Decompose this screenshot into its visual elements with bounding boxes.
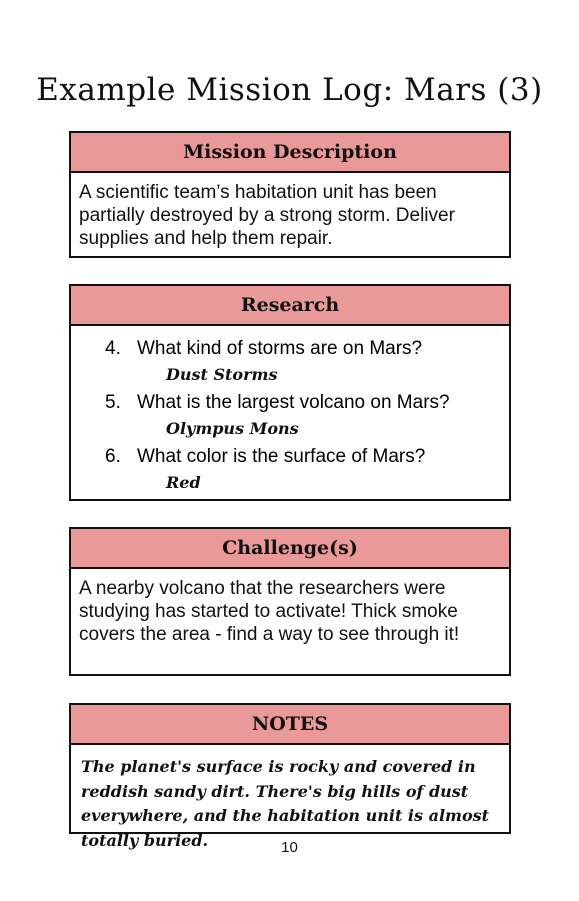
notes-text: The planet's surface is rocky and covered in reddish sandy dirt. There's big hills of dust everywhere, and the habitation unit is almost totally buried. xyxy=(81,757,490,850)
notes-header: NOTES xyxy=(71,705,509,745)
research-question-list xyxy=(71,326,509,496)
answer-text: Dust Storms xyxy=(166,365,278,384)
question-number: 5. xyxy=(105,392,121,413)
research-item xyxy=(105,336,509,388)
question-text: What color is the surface of Mars? xyxy=(137,446,426,467)
challenges-box xyxy=(69,527,511,676)
question-number: 4. xyxy=(105,338,121,359)
question-text: What kind of storms are on Mars? xyxy=(137,338,423,359)
question-number: 6. xyxy=(105,446,121,467)
page-number: 10 xyxy=(281,839,298,856)
research-item xyxy=(105,444,509,496)
mission-description-header: Mission Description xyxy=(71,133,509,173)
mission-description-text: A scientific team’s habitation unit has been partially destroyed by a strong storm. Deliver supplies and help them repair. xyxy=(79,182,455,249)
answer-text: Olympus Mons xyxy=(166,419,299,438)
research-item xyxy=(105,390,509,442)
answer-text: Red xyxy=(166,473,201,492)
page-title: Example Mission Log: Mars (3) xyxy=(36,72,543,108)
challenges-text: A nearby volcano that the researchers were studying has started to activate! Thick smoke covers the area - find a way to see through it! xyxy=(79,578,460,645)
challenges-header: Challenge(s) xyxy=(71,529,509,569)
mission-description-box xyxy=(69,131,511,258)
research-header: Research xyxy=(71,286,509,326)
research-box xyxy=(69,284,511,501)
question-text: What is the largest volcano on Mars? xyxy=(137,392,450,413)
